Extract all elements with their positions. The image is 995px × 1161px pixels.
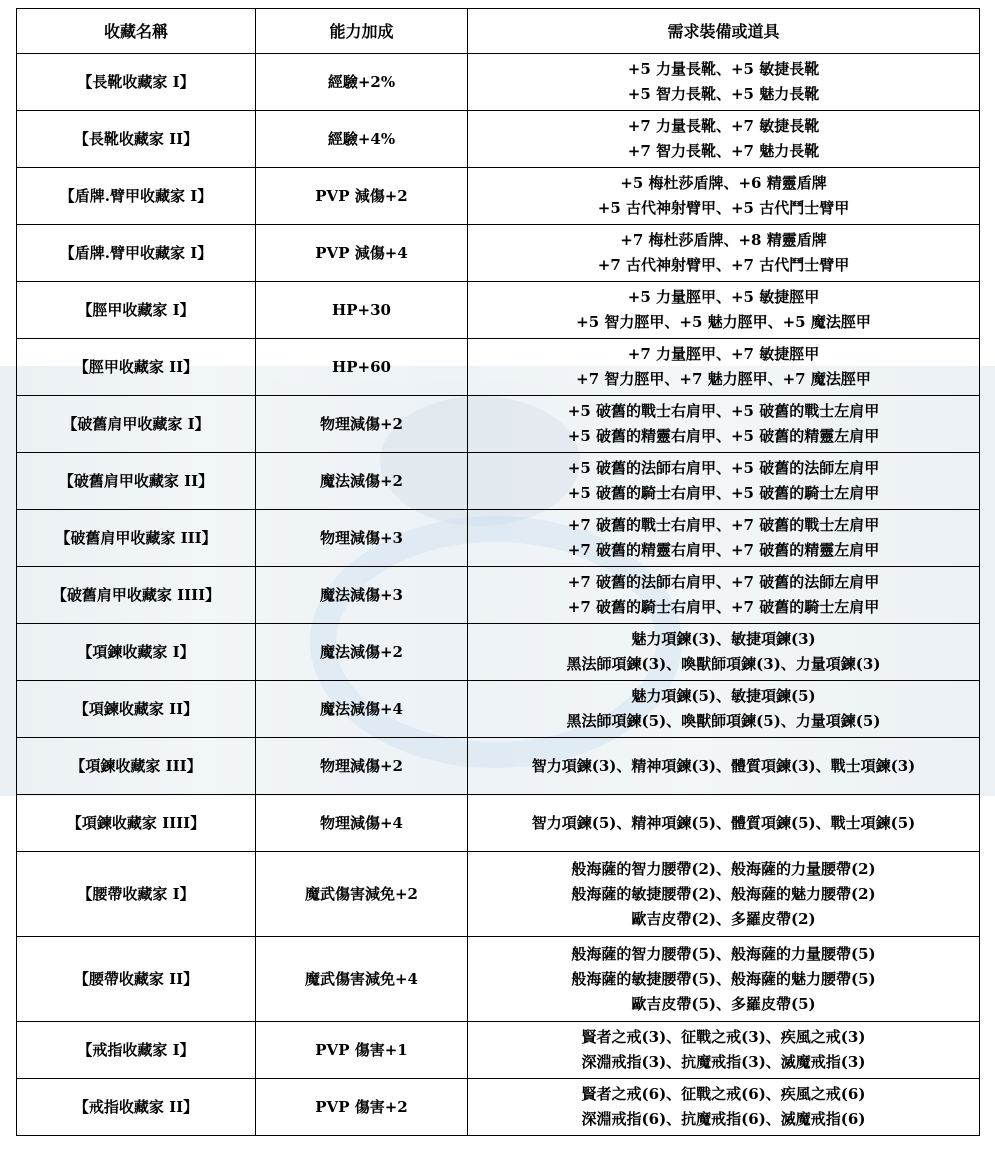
collection-name-cell: 【腰帶收藏家 I】 [17,852,256,937]
required-item-line: +5 力量長靴、+5 敏捷長靴 [627,60,820,78]
required-item-line: +5 破舊的戰士右肩甲、+5 破舊的戰士左肩甲 [567,402,880,420]
required-item-line: +7 智力脛甲、+7 魅力脛甲、+7 魔法脛甲 [576,370,871,388]
table-header-row [17,9,980,54]
ability-bonus-cell: PVP 減傷+2 [256,168,468,225]
required-item-line: 般海薩的敏捷腰帶(2)、般海薩的魅力腰帶(2) [571,884,876,903]
collection-name-cell: 【破舊肩甲收藏家 III】 [17,510,256,567]
ability-bonus-cell: HP+60 [256,339,468,396]
ability-bonus-cell: 魔法減傷+3 [256,567,468,624]
header-required-items: 需求裝備或道具 [468,9,980,54]
table-row [17,1079,980,1136]
required-items-cell [468,624,980,681]
table-row [17,282,980,339]
required-items-cell [468,54,980,111]
table-body [17,54,980,1136]
header-collection-name: 收藏名稱 [17,9,256,54]
collection-name-cell: 【長靴收藏家 II】 [17,111,256,168]
collection-name-cell: 【脛甲收藏家 II】 [17,339,256,396]
collection-name-cell: 【盾牌.臂甲收藏家 I】 [17,168,256,225]
required-item-line: 般海薩的智力腰帶(5)、般海薩的力量腰帶(5) [571,944,876,963]
table-row [17,453,980,510]
required-item-line: +5 智力脛甲、+5 魅力脛甲、+5 魔法脛甲 [576,313,871,331]
required-item-line: +7 智力長靴、+7 魅力長靴 [627,142,820,160]
collection-table [16,8,980,1136]
required-items-cell [468,225,980,282]
required-item-line: 般海薩的敏捷腰帶(5)、般海薩的魅力腰帶(5) [571,969,876,988]
required-item-line: 賢者之戒(3)、征戰之戒(3)、疾風之戒(3) [581,1028,866,1046]
ability-bonus-cell: 物理減傷+2 [256,396,468,453]
table-row [17,681,980,738]
table-row [17,624,980,681]
required-items-cell [468,168,980,225]
ability-bonus-cell: HP+30 [256,282,468,339]
table-row [17,795,980,852]
ability-bonus-cell: PVP 傷害+1 [256,1022,468,1079]
collection-name-cell: 【破舊肩甲收藏家 I】 [17,396,256,453]
required-items-cell [468,567,980,624]
required-item-line: 般海薩的智力腰帶(2)、般海薩的力量腰帶(2) [571,859,876,878]
required-item-line: 智力項鍊(5)、精神項鍊(5)、體質項鍊(5)、戰士項鍊(5) [531,813,916,832]
required-items-cell [468,510,980,567]
required-item-line: +5 破舊的精靈右肩甲、+5 破舊的精靈左肩甲 [567,427,880,445]
collection-name-cell: 【項鍊收藏家 I】 [17,624,256,681]
collection-name-cell: 【項鍊收藏家 II】 [17,681,256,738]
table-row [17,54,980,111]
required-item-line: 黑法師項鍊(3)、喚獸師項鍊(3)、力量項鍊(3) [566,655,881,673]
table-row [17,1022,980,1079]
required-items-cell [468,396,980,453]
ability-bonus-cell: 物理減傷+4 [256,795,468,852]
required-item-line: +5 力量脛甲、+5 敏捷脛甲 [627,288,820,306]
ability-bonus-cell: 魔武傷害減免+2 [256,852,468,937]
ability-bonus-cell: 魔法減傷+2 [256,453,468,510]
required-items-cell [468,1022,980,1079]
required-item-line: +7 破舊的騎士右肩甲、+7 破舊的騎士左肩甲 [567,598,880,616]
table-row [17,567,980,624]
required-item-line: +5 破舊的騎士右肩甲、+5 破舊的騎士左肩甲 [567,484,880,502]
ability-bonus-cell: 魔法減傷+2 [256,624,468,681]
required-items-cell [468,795,980,852]
required-items-cell [468,339,980,396]
required-item-line: 賢者之戒(6)、征戰之戒(6)、疾風之戒(6) [581,1085,866,1103]
required-item-line: 深淵戒指(3)、抗魔戒指(3)、滅魔戒指(3) [581,1053,866,1071]
required-items-cell [468,681,980,738]
ability-bonus-cell: 物理減傷+3 [256,510,468,567]
required-item-line: +5 智力長靴、+5 魅力長靴 [627,85,820,103]
table-row [17,168,980,225]
required-item-line: +7 古代神射臂甲、+7 古代鬥士臂甲 [597,256,850,274]
required-item-line: +5 梅杜莎盾牌、+6 精靈盾牌 [620,174,827,192]
required-items-cell [468,453,980,510]
table-row [17,225,980,282]
required-item-line: +7 梅杜莎盾牌、+8 精靈盾牌 [620,231,827,249]
required-item-line: 歐吉皮帶(5)、多羅皮帶(5) [631,994,816,1013]
required-item-line: +7 破舊的戰士右肩甲、+7 破舊的戰士左肩甲 [567,516,880,534]
required-items-cell [468,852,980,937]
collection-name-cell: 【戒指收藏家 II】 [17,1079,256,1136]
table-row [17,738,980,795]
required-item-line: 魅力項鍊(3)、敏捷項鍊(3) [631,630,816,648]
required-item-line: +5 古代神射臂甲、+5 古代鬥士臂甲 [597,199,850,217]
required-items-cell [468,738,980,795]
required-item-line: +7 破舊的精靈右肩甲、+7 破舊的精靈左肩甲 [567,541,880,559]
ability-bonus-cell: 經驗+4% [256,111,468,168]
collection-name-cell: 【項鍊收藏家 IIII】 [17,795,256,852]
table-row [17,339,980,396]
ability-bonus-cell: PVP 傷害+2 [256,1079,468,1136]
collection-name-cell: 【戒指收藏家 I】 [17,1022,256,1079]
required-item-line: 智力項鍊(3)、精神項鍊(3)、體質項鍊(3)、戰士項鍊(3) [531,756,916,775]
table-row [17,937,980,1022]
collection-name-cell: 【長靴收藏家 I】 [17,54,256,111]
ability-bonus-cell: 物理減傷+2 [256,738,468,795]
required-item-line: +5 破舊的法師右肩甲、+5 破舊的法師左肩甲 [567,459,880,477]
collection-name-cell: 【破舊肩甲收藏家 IIII】 [17,567,256,624]
required-item-line: 深淵戒指(6)、抗魔戒指(6)、滅魔戒指(6) [581,1110,866,1128]
header-ability-bonus: 能力加成 [256,9,468,54]
ability-bonus-cell: PVP 減傷+4 [256,225,468,282]
required-items-cell [468,111,980,168]
required-item-line: +7 破舊的法師右肩甲、+7 破舊的法師左肩甲 [567,573,880,591]
collection-name-cell: 【項鍊收藏家 III】 [17,738,256,795]
ability-bonus-cell: 魔武傷害減免+4 [256,937,468,1022]
required-item-line: +7 力量脛甲、+7 敏捷脛甲 [627,345,820,363]
table-row [17,396,980,453]
required-item-line: 魅力項鍊(5)、敏捷項鍊(5) [631,687,816,705]
required-item-line: 黑法師項鍊(5)、喚獸師項鍊(5)、力量項鍊(5) [566,712,881,730]
required-items-cell [468,937,980,1022]
table-row [17,852,980,937]
collection-name-cell: 【腰帶收藏家 II】 [17,937,256,1022]
collection-name-cell: 【盾牌.臂甲收藏家 I】 [17,225,256,282]
required-items-cell [468,282,980,339]
required-item-line: 歐吉皮帶(2)、多羅皮帶(2) [631,909,816,928]
collection-name-cell: 【脛甲收藏家 I】 [17,282,256,339]
ability-bonus-cell: 經驗+2% [256,54,468,111]
collection-name-cell: 【破舊肩甲收藏家 II】 [17,453,256,510]
ability-bonus-cell: 魔法減傷+4 [256,681,468,738]
required-items-cell [468,1079,980,1136]
required-item-line: +7 力量長靴、+7 敏捷長靴 [627,117,820,135]
table-row [17,111,980,168]
table-row [17,510,980,567]
